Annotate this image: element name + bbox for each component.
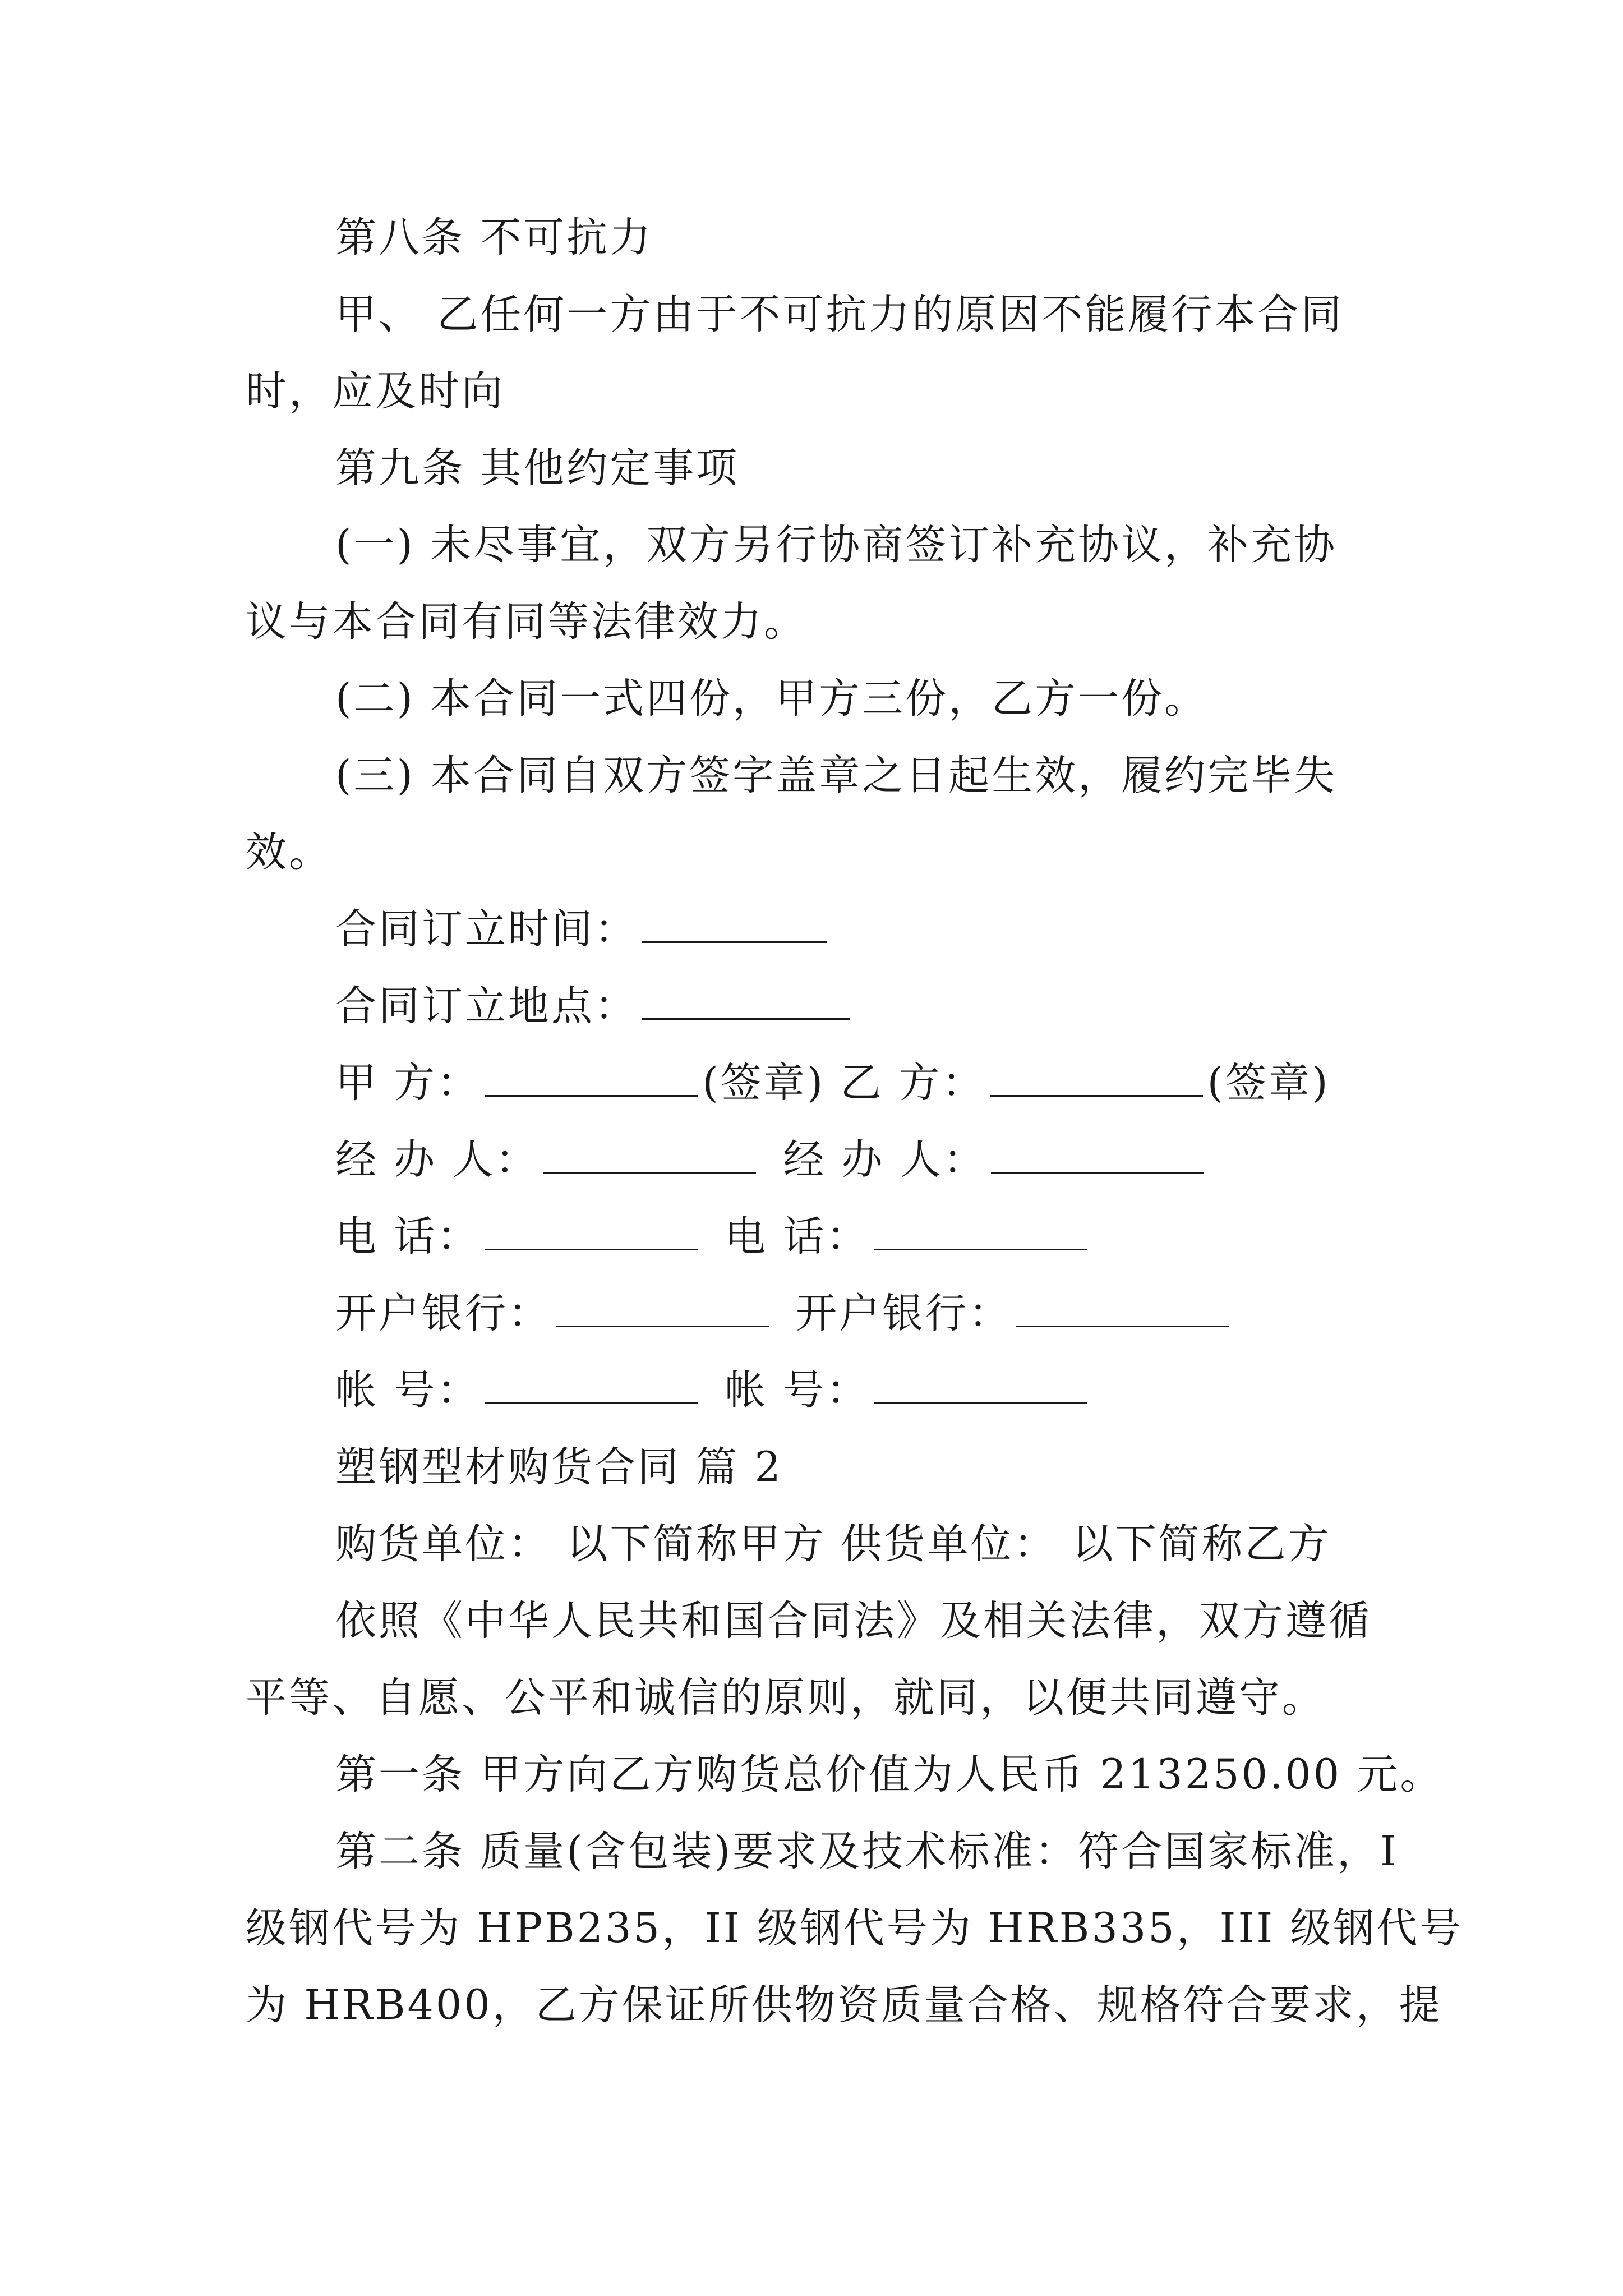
article8-body-line1: 甲、 乙任何一方由于不可抗力的原因不能履行本合同 bbox=[335, 291, 1344, 338]
sign-time-row bbox=[246, 891, 1435, 968]
party-b-seal: (签章) bbox=[1207, 1059, 1330, 1107]
sign-place-row bbox=[246, 968, 1435, 1045]
part2-article2-line3: 为 HRB400，乙方保证所供物资质量合格、规格符合要求，提 bbox=[246, 1981, 1442, 2029]
agent-row bbox=[246, 1121, 1435, 1198]
article9-item1-line2: 议与本合同有同等法律效力。 bbox=[246, 598, 807, 646]
party-b-agent-label: 经 办 人： bbox=[783, 1136, 986, 1184]
article8-heading: 第八条 不可抗力 bbox=[335, 214, 653, 261]
sign-place-blank bbox=[642, 978, 850, 1020]
part2-parties: 购货单位： 以下简称甲方 供货单位： 以下简称乙方 bbox=[335, 1520, 1331, 1568]
part2-preamble-line2: 平等、自愿、公平和诚信的原则，就同，以便共同遵守。 bbox=[246, 1674, 1325, 1722]
article9-item1-line1: (一) 未尽事宜，双方另行协商签订补充协议，补充协 bbox=[335, 521, 1338, 569]
part2-preamble-line1: 依照《中华人民共和国合同法》及相关法律，双方遵循 bbox=[335, 1597, 1372, 1645]
sign-time-label: 合同订立时间： bbox=[335, 905, 638, 953]
article9-item3-line2: 效。 bbox=[246, 829, 332, 876]
party-b-account-label: 帐 号： bbox=[725, 1366, 870, 1414]
party-a-phone-label: 电 话： bbox=[335, 1213, 481, 1260]
document-body bbox=[246, 199, 1463, 2044]
part2-title: 塑钢型材购货合同 篇 2 bbox=[335, 1443, 783, 1491]
party-a-phone-blank bbox=[485, 1208, 698, 1250]
party-a-seal: (签章) bbox=[702, 1059, 826, 1107]
party-b-account-blank bbox=[874, 1362, 1087, 1404]
party-b-phone-label: 电 话： bbox=[725, 1213, 870, 1260]
part2-article1: 第一条 甲方向乙方购货总价值为人民币 213250.00 元。 bbox=[335, 1751, 1444, 1798]
party-b-phone-blank bbox=[874, 1208, 1087, 1250]
part2-article2-line2: 级钢代号为 HPB235，II 级钢代号为 HRB335，III 级钢代号 bbox=[246, 1904, 1463, 1952]
party-b-label: 乙 方： bbox=[840, 1059, 985, 1107]
phone-row bbox=[246, 1198, 1435, 1275]
part2-article2-line1: 第二条 质量(含包装)要求及技术标准：符合国家标准，I bbox=[335, 1828, 1399, 1875]
party-a-account-blank bbox=[485, 1362, 698, 1404]
party-a-bank-label: 开户银行： bbox=[335, 1290, 551, 1337]
party-b-bank-blank bbox=[1016, 1285, 1229, 1327]
account-row bbox=[246, 1352, 1435, 1429]
party-a-blank bbox=[485, 1055, 698, 1097]
sign-place-label: 合同订立地点： bbox=[335, 982, 638, 1030]
article9-heading: 第九条 其他约定事项 bbox=[335, 444, 740, 492]
article9-item3-line1: (三) 本合同自双方签字盖章之日起生效，履约完毕失 bbox=[335, 752, 1338, 799]
party-b-bank-label: 开户银行： bbox=[796, 1290, 1012, 1337]
sign-time-blank bbox=[642, 901, 827, 943]
article8-body-line2: 时，应及时向 bbox=[246, 367, 505, 415]
party-a-bank-blank bbox=[556, 1285, 769, 1327]
party-b-blank bbox=[990, 1055, 1203, 1097]
bank-row bbox=[246, 1275, 1435, 1352]
party-a-agent-label: 经 办 人： bbox=[335, 1136, 539, 1184]
party-a-label: 甲 方： bbox=[335, 1059, 481, 1107]
party-b-agent-blank bbox=[991, 1131, 1204, 1174]
party-a-account-label: 帐 号： bbox=[335, 1366, 481, 1414]
party-row bbox=[246, 1045, 1435, 1121]
party-a-agent-blank bbox=[543, 1131, 756, 1174]
article9-item2: (二) 本合同一式四份，甲方三份，乙方一份。 bbox=[335, 675, 1208, 723]
